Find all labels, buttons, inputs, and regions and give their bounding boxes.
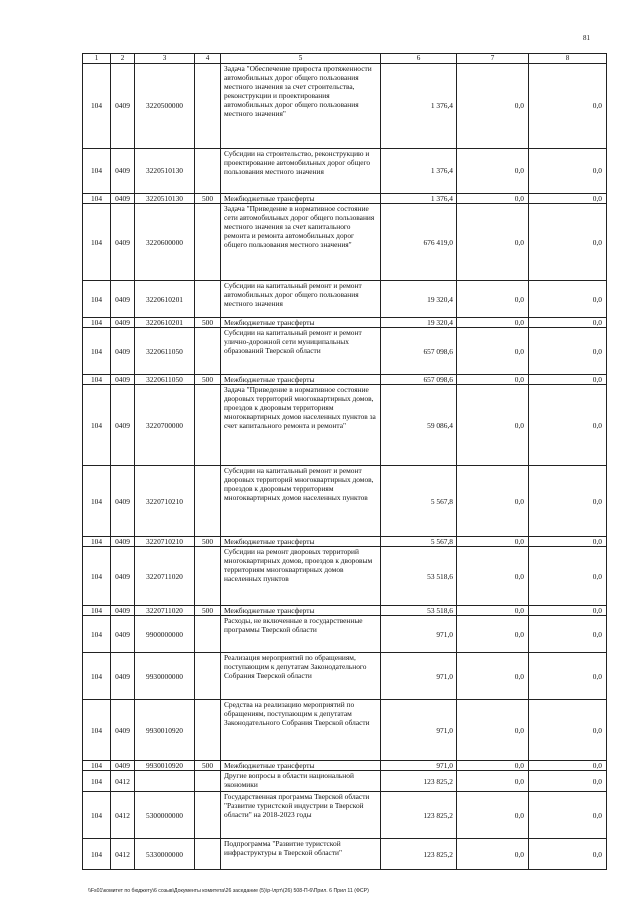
target-article-cell: 5330000000 — [135, 839, 195, 870]
column-header: 6 — [381, 54, 457, 64]
amount-cell: 123 825,2 — [381, 839, 457, 870]
table-row — [83, 385, 607, 466]
section-code-cell: 104 — [83, 616, 111, 653]
section-code-cell: 104 — [83, 792, 111, 839]
file-path-footer: \\Fs01\комитет по бюджету\6 созыв\Документы комитета\26 заседание (5)\р-\лрт\(26) 508-П-6\Прил. 6 Прил 11 (ФСР) — [88, 888, 369, 894]
column-8-value-cell: 0,0 — [529, 792, 607, 839]
subsection-code-cell: 0409 — [111, 466, 135, 537]
column-8-value-cell: 0,0 — [529, 839, 607, 870]
budget-table — [82, 53, 607, 870]
description-cell: Межбюджетные трансферты — [221, 375, 381, 385]
column-header: 8 — [529, 54, 607, 64]
subsection-code-cell: 0409 — [111, 616, 135, 653]
column-header: 1 — [83, 54, 111, 64]
target-article-cell: 3220500000 — [135, 64, 195, 149]
expense-type-cell — [195, 204, 221, 281]
column-header: 2 — [111, 54, 135, 64]
expense-type-cell — [195, 385, 221, 466]
column-7-value-cell: 0,0 — [457, 194, 529, 204]
column-8-value-cell: 0,0 — [529, 616, 607, 653]
target-article-cell: 3220510130 — [135, 149, 195, 194]
target-article-cell: 3220611050 — [135, 375, 195, 385]
column-8-value-cell: 0,0 — [529, 328, 607, 375]
expense-type-cell: 500 — [195, 375, 221, 385]
column-header: 7 — [457, 54, 529, 64]
column-7-value-cell: 0,0 — [457, 547, 529, 606]
expense-type-cell: 500 — [195, 318, 221, 328]
section-code-cell: 104 — [83, 328, 111, 375]
column-8-value-cell: 0,0 — [529, 64, 607, 149]
amount-cell: 676 419,0 — [381, 204, 457, 281]
amount-cell: 123 825,2 — [381, 771, 457, 792]
table-row — [83, 281, 607, 318]
subsection-code-cell: 0409 — [111, 606, 135, 616]
column-7-value-cell: 0,0 — [457, 653, 529, 700]
description-cell: Межбюджетные трансферты — [221, 318, 381, 328]
target-article-cell: 3220600000 — [135, 204, 195, 281]
expense-type-cell: 500 — [195, 606, 221, 616]
subsection-code-cell: 0409 — [111, 547, 135, 606]
description-cell: Задача "Обеспечение прироста протяженности автомобильных дорог общего пользования местного значения за счет строительства, реконструкции и проектирования автомобильных дорог общего пользования местного значения" — [221, 64, 381, 149]
section-code-cell: 104 — [83, 318, 111, 328]
subsection-code-cell: 0409 — [111, 149, 135, 194]
section-code-cell: 104 — [83, 700, 111, 761]
expense-type-cell — [195, 771, 221, 792]
expense-type-cell — [195, 839, 221, 870]
table-row — [83, 64, 607, 149]
description-cell: Межбюджетные трансферты — [221, 606, 381, 616]
target-article-cell: 3220510130 — [135, 194, 195, 204]
table-row — [83, 653, 607, 700]
target-article-cell: 9930010920 — [135, 761, 195, 771]
description-cell: Субсидии на строительство, реконструкцию и проектирование автомобильных дорог общего пользования местного значения — [221, 149, 381, 194]
table-row — [83, 466, 607, 537]
section-code-cell: 104 — [83, 204, 111, 281]
amount-cell: 1 376,4 — [381, 194, 457, 204]
amount-cell: 657 098,6 — [381, 375, 457, 385]
expense-type-cell — [195, 281, 221, 318]
column-number-row — [83, 54, 607, 64]
table-row — [83, 194, 607, 204]
subsection-code-cell: 0412 — [111, 839, 135, 870]
description-cell: Межбюджетные трансферты — [221, 194, 381, 204]
amount-cell: 19 320,4 — [381, 281, 457, 318]
expense-type-cell — [195, 653, 221, 700]
target-article-cell: 3220711020 — [135, 606, 195, 616]
description-cell: Реализация мероприятий по обращениям, поступающим к депутатам Законодательного Собрания Тверской области — [221, 653, 381, 700]
table-row — [83, 792, 607, 839]
subsection-code-cell: 0409 — [111, 375, 135, 385]
description-cell: Задача "Приведение в нормативное состояние сети автомобильных дорог общего пользования местного значения за счет капитального ремонта и ремонта автомобильных дорог общего пользования местного значения" — [221, 204, 381, 281]
column-8-value-cell: 0,0 — [529, 149, 607, 194]
description-cell: Расходы, не включенные в государственные программы Тверской области — [221, 616, 381, 653]
section-code-cell: 104 — [83, 839, 111, 870]
column-8-value-cell: 0,0 — [529, 761, 607, 771]
section-code-cell: 104 — [83, 64, 111, 149]
table-row — [83, 771, 607, 792]
column-8-value-cell: 0,0 — [529, 606, 607, 616]
expense-type-cell: 500 — [195, 194, 221, 204]
section-code-cell: 104 — [83, 385, 111, 466]
description-cell: Субсидии на ремонт дворовых территорий многоквартирных домов, проездов к дворовым территориям многоквартирных домов населенных пунктов — [221, 547, 381, 606]
column-8-value-cell: 0,0 — [529, 281, 607, 318]
expense-type-cell: 500 — [195, 537, 221, 547]
column-8-value-cell: 0,0 — [529, 537, 607, 547]
amount-cell: 19 320,4 — [381, 318, 457, 328]
section-code-cell: 104 — [83, 761, 111, 771]
column-8-value-cell: 0,0 — [529, 771, 607, 792]
column-7-value-cell: 0,0 — [457, 792, 529, 839]
amount-cell: 53 518,6 — [381, 606, 457, 616]
target-article-cell: 3220710210 — [135, 537, 195, 547]
table-row — [83, 375, 607, 385]
column-7-value-cell: 0,0 — [457, 761, 529, 771]
subsection-code-cell: 0412 — [111, 792, 135, 839]
amount-cell: 1 376,4 — [381, 149, 457, 194]
amount-cell: 59 086,4 — [381, 385, 457, 466]
amount-cell: 5 567,8 — [381, 537, 457, 547]
subsection-code-cell: 0409 — [111, 204, 135, 281]
section-code-cell: 104 — [83, 149, 111, 194]
column-7-value-cell: 0,0 — [457, 281, 529, 318]
target-article-cell: 9900000000 — [135, 616, 195, 653]
subsection-code-cell: 0409 — [111, 385, 135, 466]
column-8-value-cell: 0,0 — [529, 375, 607, 385]
target-article-cell: 3220711020 — [135, 547, 195, 606]
target-article-cell: 3220610201 — [135, 318, 195, 328]
subsection-code-cell: 0409 — [111, 281, 135, 318]
column-7-value-cell: 0,0 — [457, 64, 529, 149]
expense-type-cell: 500 — [195, 761, 221, 771]
expense-type-cell — [195, 616, 221, 653]
subsection-code-cell: 0409 — [111, 64, 135, 149]
description-cell: Государственная программа Тверской области "Развитие туристской индустрии в Тверской области" на 2018-2023 годы — [221, 792, 381, 839]
table-row — [83, 839, 607, 870]
description-cell: Субсидии на капитальный ремонт и ремонт автомобильных дорог общего пользования местного значения — [221, 281, 381, 318]
target-article-cell: 3220710210 — [135, 466, 195, 537]
column-8-value-cell: 0,0 — [529, 204, 607, 281]
column-8-value-cell: 0,0 — [529, 547, 607, 606]
table-row — [83, 318, 607, 328]
amount-cell: 971,0 — [381, 616, 457, 653]
description-cell: Субсидии на капитальный ремонт и ремонт дворовых территорий многоквартирных домов, проездов к дворовым территориям многоквартирных домов населенных пунктов — [221, 466, 381, 537]
section-code-cell: 104 — [83, 466, 111, 537]
column-7-value-cell: 0,0 — [457, 318, 529, 328]
column-7-value-cell: 0,0 — [457, 700, 529, 761]
amount-cell: 123 825,2 — [381, 792, 457, 839]
section-code-cell: 104 — [83, 281, 111, 318]
subsection-code-cell: 0409 — [111, 700, 135, 761]
expense-type-cell — [195, 466, 221, 537]
column-8-value-cell: 0,0 — [529, 318, 607, 328]
column-7-value-cell: 0,0 — [457, 606, 529, 616]
section-code-cell: 104 — [83, 375, 111, 385]
target-article-cell: 3220611050 — [135, 328, 195, 375]
target-article-cell: 5300000000 — [135, 792, 195, 839]
column-8-value-cell: 0,0 — [529, 194, 607, 204]
subsection-code-cell: 0409 — [111, 318, 135, 328]
subsection-code-cell: 0409 — [111, 537, 135, 547]
column-7-value-cell: 0,0 — [457, 466, 529, 537]
column-8-value-cell: 0,0 — [529, 385, 607, 466]
column-7-value-cell: 0,0 — [457, 537, 529, 547]
column-8-value-cell: 0,0 — [529, 653, 607, 700]
description-cell: Задача "Приведение в нормативное состояние дворовых территорий многоквартирных домов, проездов к дворовым территориям многоквартирных домов населенных пунктов за счет капитального ремонта и ремонта" — [221, 385, 381, 466]
table-row — [83, 761, 607, 771]
target-article-cell: 3220610201 — [135, 281, 195, 318]
table-row — [83, 149, 607, 194]
amount-cell: 971,0 — [381, 700, 457, 761]
subsection-code-cell: 0409 — [111, 194, 135, 204]
table-row — [83, 700, 607, 761]
section-code-cell: 104 — [83, 771, 111, 792]
description-cell: Другие вопросы в области национальной экономики — [221, 771, 381, 792]
section-code-cell: 104 — [83, 606, 111, 616]
expense-type-cell — [195, 149, 221, 194]
table-row — [83, 537, 607, 547]
column-7-value-cell: 0,0 — [457, 385, 529, 466]
column-7-value-cell: 0,0 — [457, 839, 529, 870]
column-header: 4 — [195, 54, 221, 64]
description-cell: Подпрограмма "Развитие туристской инфраструктуры в Тверской области" — [221, 839, 381, 870]
section-code-cell: 104 — [83, 547, 111, 606]
subsection-code-cell: 0409 — [111, 328, 135, 375]
column-header: 3 — [135, 54, 195, 64]
table-row — [83, 204, 607, 281]
amount-cell: 5 567,8 — [381, 466, 457, 537]
column-7-value-cell: 0,0 — [457, 328, 529, 375]
column-7-value-cell: 0,0 — [457, 616, 529, 653]
amount-cell: 657 098,6 — [381, 328, 457, 375]
target-article-cell — [135, 771, 195, 792]
column-7-value-cell: 0,0 — [457, 375, 529, 385]
expense-type-cell — [195, 328, 221, 375]
table-row — [83, 547, 607, 606]
amount-cell: 971,0 — [381, 761, 457, 771]
subsection-code-cell: 0409 — [111, 761, 135, 771]
expense-type-cell — [195, 64, 221, 149]
subsection-code-cell: 0412 — [111, 771, 135, 792]
description-cell: Субсидии на капитальный ремонт и ремонт улично-дорожной сети муниципальных образований Тверской области — [221, 328, 381, 375]
table-row — [83, 328, 607, 375]
column-8-value-cell: 0,0 — [529, 700, 607, 761]
page-number: 81 — [583, 34, 590, 42]
column-7-value-cell: 0,0 — [457, 149, 529, 194]
target-article-cell: 9930000000 — [135, 653, 195, 700]
column-7-value-cell: 0,0 — [457, 771, 529, 792]
column-header: 5 — [221, 54, 381, 64]
section-code-cell: 104 — [83, 537, 111, 547]
subsection-code-cell: 0409 — [111, 653, 135, 700]
target-article-cell: 9930010920 — [135, 700, 195, 761]
table-row — [83, 616, 607, 653]
expense-type-cell — [195, 792, 221, 839]
column-7-value-cell: 0,0 — [457, 204, 529, 281]
table-row — [83, 606, 607, 616]
expense-type-cell — [195, 547, 221, 606]
description-cell: Межбюджетные трансферты — [221, 761, 381, 771]
amount-cell: 53 518,6 — [381, 547, 457, 606]
column-8-value-cell: 0,0 — [529, 466, 607, 537]
target-article-cell: 3220700000 — [135, 385, 195, 466]
expense-type-cell — [195, 700, 221, 761]
description-cell: Средства на реализацию мероприятий по обращениям, поступающим к депутатам Законодательного Собрания Тверской области — [221, 700, 381, 761]
amount-cell: 971,0 — [381, 653, 457, 700]
amount-cell: 1 376,4 — [381, 64, 457, 149]
description-cell: Межбюджетные трансферты — [221, 537, 381, 547]
section-code-cell: 104 — [83, 653, 111, 700]
section-code-cell: 104 — [83, 194, 111, 204]
